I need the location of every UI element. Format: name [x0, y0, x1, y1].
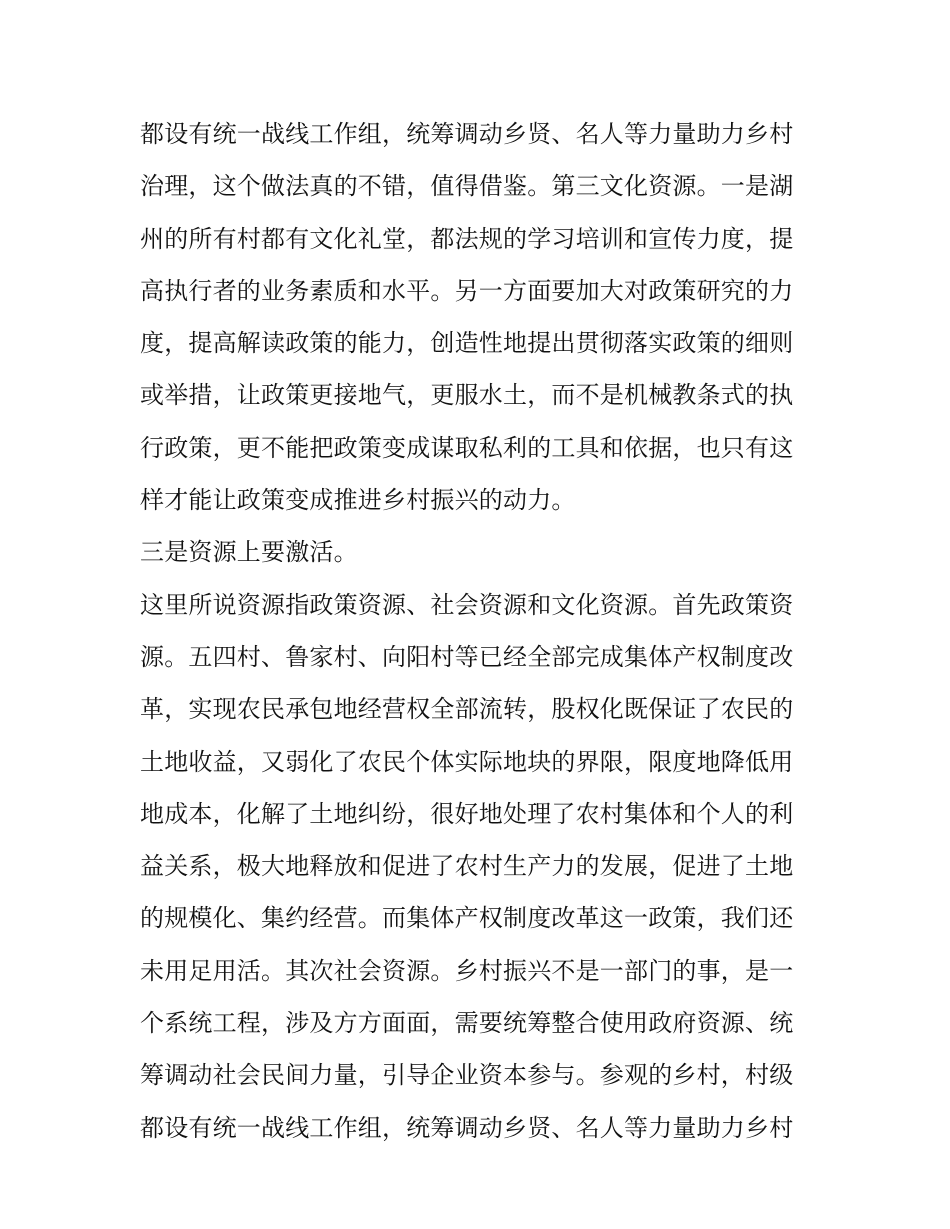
- text-line: 高执行者的业务素质和水平。另一方面要加大对政策研究的力: [140, 276, 794, 305]
- text-line: 或举措，让政策更接地气，更服水土，而不是机械教条式的执: [140, 381, 794, 410]
- document-page: [140, 108, 815, 1154]
- text-line: 的规模化、集约经营。而集体产权制度改革这一政策，我们还: [140, 904, 794, 933]
- text-line: 源。五四村、鲁家村、向阳村等已经全部完成集体产权制度改: [140, 642, 794, 671]
- text-line: 未用足用活。其次社会资源。乡村振兴不是一部门的事，是一: [140, 956, 794, 985]
- text-line: 革，实现农民承包地经营权全部流转，股权化既保证了农民的: [140, 695, 794, 724]
- section-heading: 三是资源上要激活。: [140, 538, 358, 567]
- text-line: 地成本，化解了土地纠纷，很好地处理了农村集体和个人的利: [140, 799, 794, 828]
- text-line: 益关系，极大地释放和促进了农村生产力的发展，促进了土地: [140, 852, 794, 881]
- text-line: 度，提高解读政策的能力，创造性地提出贯彻落实政策的细则: [140, 329, 794, 358]
- text-line: 土地收益，又弱化了农民个体实际地块的界限，限度地降低用: [140, 747, 794, 776]
- text-line: 都设有统一战线工作组，统筹调动乡贤、名人等力量助力乡村: [140, 120, 794, 148]
- text-line: 治理，这个做法真的不错，值得借鉴。第三文化资源。一是湖: [140, 172, 794, 201]
- text-line: 筹调动社会民间力量，引导企业资本参与。参观的乡村，村级: [140, 1061, 794, 1090]
- text-line: 州的所有村都有文化礼堂，都法规的学习培训和宣传力度，提: [140, 224, 794, 253]
- text-line: 都设有统一战线工作组，统筹调动乡贤、名人等力量助力乡村: [140, 1113, 794, 1142]
- text-line: 行政策，更不能把政策变成谋取私利的工具和依据，也只有这: [140, 433, 794, 462]
- text-line: 这里所说资源指政策资源、社会资源和文化资源。首先政策资: [140, 590, 794, 619]
- text-line: 样才能让政策变成推进乡村振兴的动力。: [140, 486, 576, 515]
- text-line: 个系统工程，涉及方方面面，需要统筹整合使用政府资源、统: [140, 1009, 794, 1038]
